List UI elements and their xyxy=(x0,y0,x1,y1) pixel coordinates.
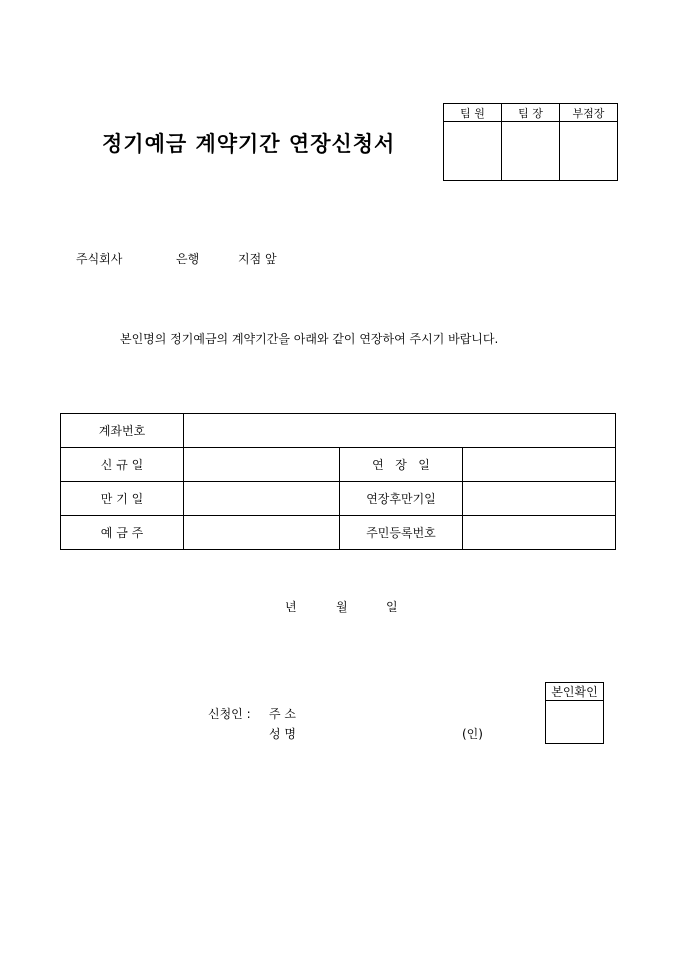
depositor-label: 예 금 주 xyxy=(61,516,184,550)
approval-sign-staff[interactable] xyxy=(444,122,502,181)
approval-sign-branch-manager[interactable] xyxy=(560,122,618,181)
approval-header-team-leader: 팀 장 xyxy=(502,104,560,122)
new-maturity-date-label: 연장후만기일 xyxy=(340,482,463,516)
name-label: 성 명 xyxy=(269,727,296,741)
approval-header-staff: 팀 원 xyxy=(444,104,502,122)
date-year-label: 년 xyxy=(285,600,297,614)
approval-box xyxy=(443,103,618,181)
company-label: 주식회사 xyxy=(76,252,123,266)
account-number-field[interactable] xyxy=(184,414,616,448)
approval-header-branch-manager: 부점장 xyxy=(560,104,618,122)
new-date-label: 신 규 일 xyxy=(61,448,184,482)
branch-label: 지점 앞 xyxy=(238,252,277,266)
new-maturity-date-field[interactable] xyxy=(463,482,616,516)
date-month-label: 월 xyxy=(336,600,348,614)
new-date-field[interactable] xyxy=(184,448,340,482)
seal-mark: (인) xyxy=(462,727,483,741)
resident-number-label: 주민등록번호 xyxy=(340,516,463,550)
identity-check-label: 본인확인 xyxy=(546,683,604,701)
extension-date-label: 연 장 일 xyxy=(340,448,463,482)
table-row xyxy=(61,516,616,550)
maturity-date-field[interactable] xyxy=(184,482,340,516)
depositor-field[interactable] xyxy=(184,516,340,550)
request-statement: 본인명의 정기예금의 계약기간을 아래와 같이 연장하여 주시기 바랍니다. xyxy=(120,332,499,346)
resident-number-field[interactable] xyxy=(463,516,616,550)
account-number-label: 계좌번호 xyxy=(61,414,184,448)
date-day-label: 일 xyxy=(386,600,398,614)
form-title: 정기예금 계약기간 연장신청서 xyxy=(102,131,396,156)
address-label: 주 소 xyxy=(269,707,296,721)
identity-check-box xyxy=(545,682,604,744)
table-row xyxy=(61,414,616,448)
table-row xyxy=(61,448,616,482)
deposit-info-table xyxy=(60,413,616,550)
extension-date-field[interactable] xyxy=(463,448,616,482)
identity-check-field[interactable] xyxy=(546,701,604,744)
maturity-date-label: 만 기 일 xyxy=(61,482,184,516)
bank-label: 은행 xyxy=(176,252,200,266)
approval-sign-team-leader[interactable] xyxy=(502,122,560,181)
table-row xyxy=(61,482,616,516)
applicant-label: 신청인 : xyxy=(208,707,251,721)
